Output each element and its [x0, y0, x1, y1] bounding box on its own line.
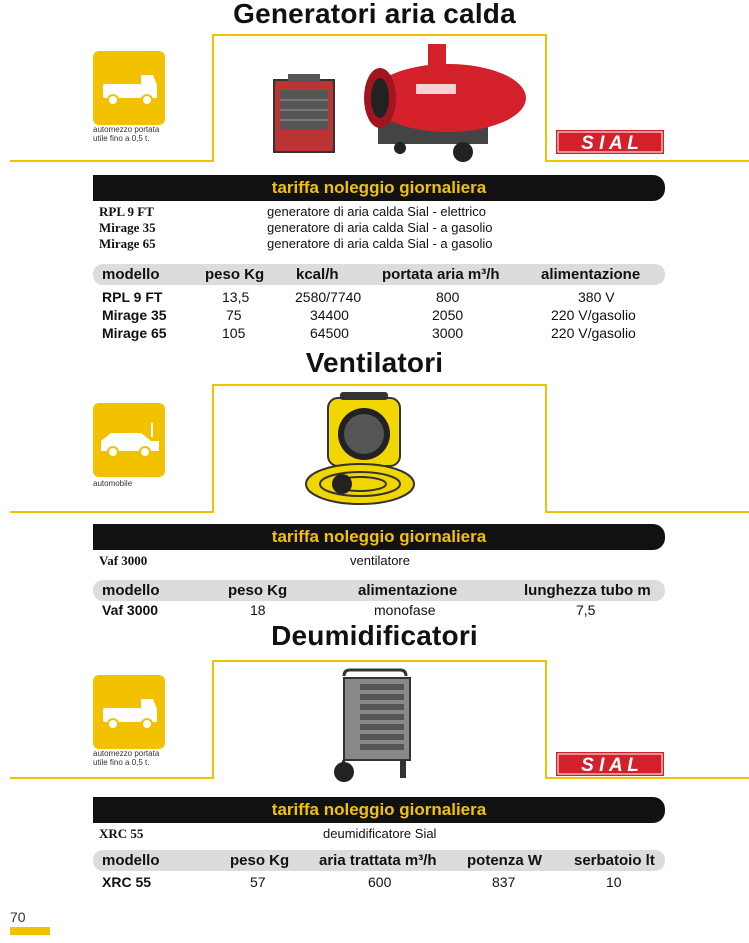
item-code: Vaf 3000 — [99, 553, 148, 568]
item-desc: ventilatore — [350, 553, 410, 568]
section-title: Ventilatori — [305, 347, 444, 378]
header-cell: aria trattata m³/h — [319, 852, 437, 869]
frame-line — [212, 34, 546, 36]
rate-bar: tariffa noleggio giornaliera — [93, 797, 665, 823]
brand-logo — [556, 752, 664, 776]
frame-line — [545, 660, 547, 777]
svg-text:S I A L: S I A L — [581, 755, 639, 776]
header-cell: lunghezza tubo m — [524, 582, 651, 599]
fan-product-image — [300, 392, 450, 520]
dehumidifier-product-image — [330, 668, 420, 786]
vehicle-caption: automezzo portata utile fino a 0,5 t. — [93, 749, 160, 767]
page-number: 70 — [10, 909, 26, 925]
frame-line — [10, 777, 213, 779]
header-cell: serbatoio lt — [574, 852, 655, 869]
item-code: Mirage 65 — [99, 236, 156, 251]
item-code: XRC 55 — [99, 826, 144, 841]
frame-line — [212, 384, 546, 386]
header-cell: alimentazione — [541, 266, 641, 283]
header-cell: kcal/h — [296, 266, 339, 283]
rate-bar: tariffa noleggio giornaliera — [93, 175, 665, 201]
vehicle-caption: automezzo portata utile fino a 0,5 t. — [93, 125, 160, 143]
header-cell: peso Kg — [205, 266, 265, 283]
item-desc: generatore di aria calda Sial - a gasolio — [267, 236, 493, 251]
van-icon — [93, 51, 165, 125]
header-cell: alimentazione — [358, 582, 458, 599]
item-code: Mirage 35 — [99, 220, 156, 235]
vehicle-caption: automobile — [93, 479, 133, 488]
frame-line — [212, 34, 214, 162]
page-marker — [10, 927, 50, 935]
header-cell: modello — [102, 852, 160, 869]
item-desc: deumidificatore Sial — [323, 826, 437, 841]
svg-text:S I A L: S I A L — [581, 133, 639, 154]
rate-bar: tariffa noleggio giornaliera — [93, 524, 665, 550]
item-desc: generatore di aria calda Sial - a gasolio — [267, 220, 493, 235]
header-cell: potenza W — [467, 852, 542, 869]
header-cell: peso Kg — [230, 852, 290, 869]
header-cell: peso Kg — [228, 582, 288, 599]
frame-line — [545, 384, 547, 513]
frame-line — [212, 384, 214, 513]
section-title: Deumidificatori — [271, 620, 478, 651]
van-icon — [93, 675, 165, 749]
section-title: Generatori aria calda — [233, 0, 516, 29]
item-code: RPL 9 FT — [99, 204, 154, 219]
header-cell: modello — [102, 266, 160, 283]
frame-line — [212, 660, 546, 662]
brand-logo — [556, 130, 664, 154]
frame-line — [545, 160, 749, 162]
item-desc: generatore di aria calda Sial - elettrico — [267, 204, 486, 219]
frame-line — [10, 511, 213, 513]
car-icon — [93, 403, 165, 477]
frame-line — [545, 511, 749, 513]
frame-line — [545, 777, 749, 779]
frame-line — [10, 160, 213, 162]
header-cell: portata aria m³/h — [382, 266, 500, 283]
frame-line — [545, 34, 547, 160]
frame-line — [212, 660, 214, 779]
header-cell: modello — [102, 582, 160, 599]
heater-products-image — [268, 40, 540, 170]
